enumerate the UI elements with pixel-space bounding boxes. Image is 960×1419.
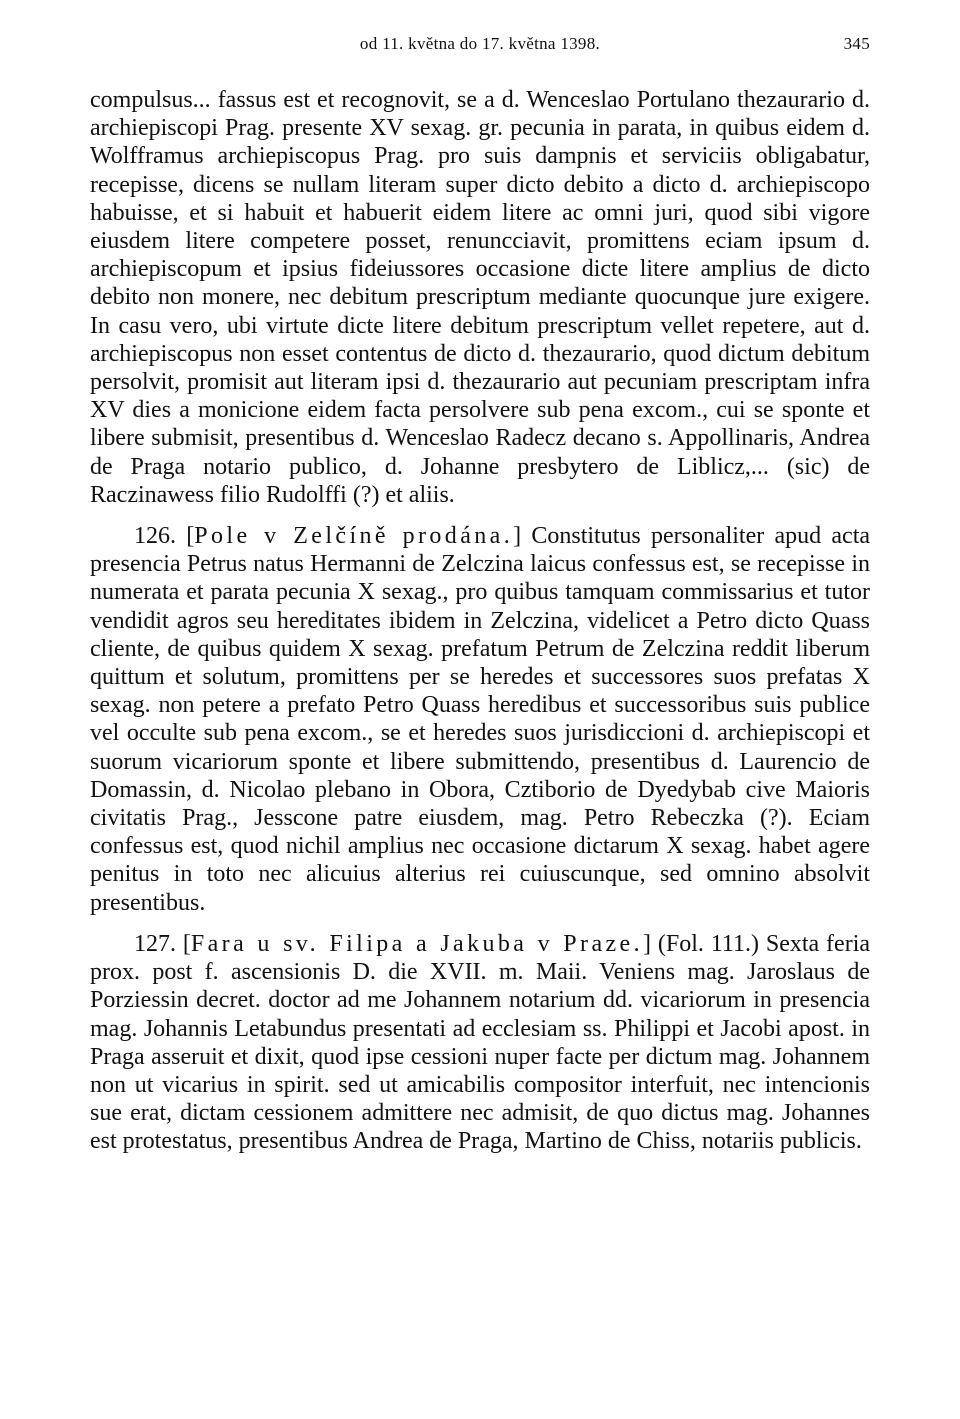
entry-title: Pole v Zelčíně prodána. [194, 523, 514, 550]
paragraph-continuation [90, 86, 870, 509]
body-text [90, 86, 870, 1156]
folio-reference: (Fol. 111.) [657, 930, 759, 957]
entry-title-bracket-close: ] [643, 930, 652, 957]
entry-126 [90, 522, 870, 917]
entry-text: Sexta feria prox. post f. ascensionis D. die XVII. m. Maii. Veniens mag. Jaroslaus de Porziessin decret. doctor ad me Johannem notarium dd. vicariorum in presencia mag. Johannis Letabundus presentati ad ecclesiam ss. Philippi et Jacobi apost. in Praga asseruit et dixit, quod ipse cessioni nuper facte per dictum mag. Johannem non ut vicarius in spirit. sed ut amicabilis compositor interfuit, nec intencionis sue erat, dictam cessionem admittere nec admisit, de quo dictus mag. Johannes est protestatus, presentibus Andrea de Praga, Martino de Chiss, notariis publicis. [90, 930, 871, 1155]
entry-127 [90, 930, 870, 1156]
entry-number: 126. [134, 523, 176, 550]
entry-text: Constitutus personaliter apud acta presencia Petrus natus Hermanni de Zelczina laicus confessus est, se recepisse in numerata et parata pecunia X sexag., pro quibus tamquam commissarius et tutor vendidit agros seu hereditates ibidem in Zelczina, videlicet a Petro dicto Quass cliente, de quibus quidem X sexag. prefatum Petrum de Zelczina reddit liberum quittum et solutum, promittens per se heredes et successores suos prefatas X sexag. non petere a prefato Petro Quass heredibus et successoribus suis publice vel occulte sub pena excom., se et heredes suos jurisdiccioni d. archiepiscopi et suorum vicariorum sponte et libere submittendo, presentibus d. Laurencio de Domassin, d. Nicolao plebano in Obora, Cztiborio de Dyedybab cive Maioris civitatis Prag., Jesscone patre eiusdem, mag. Petro Rebeczka (?). Eciam confessus est, quod nichil amplius nec occasione dictarum X sexag. habet agere penitus in toto nec alicuius alterius rei cuiuscunque, sed omnino absolvit presentibus. [90, 523, 871, 916]
entry-title: Fara u sv. Filipa a Jakuba v Praze. [190, 930, 644, 957]
entry-title-bracket-open: [ [182, 930, 191, 957]
entry-title-bracket-close: ] [513, 523, 522, 550]
entry-number: 127. [134, 930, 176, 957]
running-head-title: od 11. května do 17. května 1398. [359, 34, 601, 53]
paragraph-text: compulsus... fassus est et recognovit, se a d. Wenceslao Portulano thezaurario d. archiepiscopi Prag. presente XV sexag. gr. pecunia in parata, in quibus eidem d. Wolfframus archiepiscopus Prag. pro suis dampnis et serviciis obligabatur, recepisse, dicens se nullam literam super dicto debito a dicto d. archiepiscopo habuisse, et si habuit et habuerit eidem litere ac omni juri, quod sibi vigore eiusdem litere competere posset, renuncciavit, promittens eciam ipsum d. archiepiscopum et ipsius fideiussores occasione dicte litere amplius de dicto debito non monere, nec debitum prescriptum mediante quocunque jure exigere. In casu vero, ubi virtute dicte litere debitum prescriptum vellet repetere, aut d. archiepiscopus non esset contentus de dicto d. thezaurario, quod dictum debitum persolvit, promisit aut literam ipsi d. thezaurario aut pecuniam prescriptam infra XV dies a monicione eidem facta persolvere sub pena excom., cui se sponte et libere submisit, presentibus d. Wenceslao Radecz decano s. Appollinaris, Andrea de Praga notario publico, d. Johanne presbytero de Liblicz,... (sic) de Raczinawess filio Rudolffi (?) et aliis. [90, 87, 870, 508]
entry-title-bracket-open: [ [186, 523, 195, 550]
document-page [90, 0, 870, 1419]
running-head [90, 34, 870, 58]
page-number: 345 [843, 34, 870, 53]
